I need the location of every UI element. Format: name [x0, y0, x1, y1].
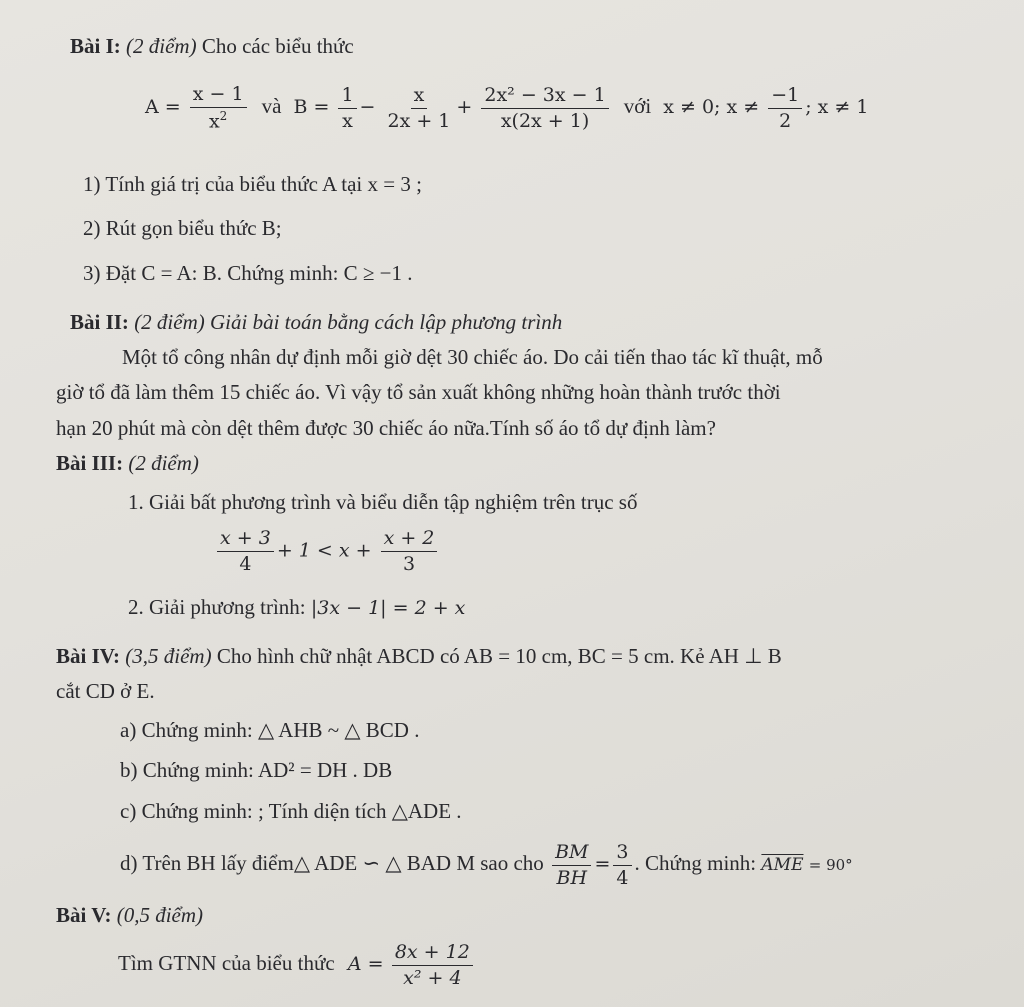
bai3-label: Bài III: — [56, 451, 124, 475]
fraction-cond — [768, 85, 802, 132]
bai5-points: (0,5 điểm) — [116, 903, 204, 927]
bai2-paragraph-line2: giờ tổ đã làm thêm 15 chiếc áo. Vì vậy tổ sản xuất không những hoàn thành trước thời — [56, 380, 781, 404]
bai5-text: Tìm GTNN của biểu thức — [118, 951, 335, 976]
bai3-inequality — [214, 528, 440, 575]
bai4-d-post: . Chứng minh: — [634, 851, 757, 876]
formula-plus: + — [456, 96, 473, 119]
fraction-a-den — [206, 108, 230, 132]
fraction-b2-den: 2x + 1 — [387, 109, 451, 132]
bai1-formula — [145, 84, 868, 132]
bai1-intro: Cho các biểu thức — [201, 34, 354, 58]
bai2-heading — [70, 310, 562, 335]
fraction-b3-num: 2x² − 3x − 1 — [481, 85, 608, 109]
bai5-heading — [56, 903, 203, 928]
fraction-a — [190, 84, 247, 132]
bai4-d-angle-value: = 90° — [808, 856, 853, 875]
ineq-fraction2-den: 3 — [402, 552, 416, 575]
fraction-cond-den: 2 — [779, 109, 792, 132]
ineq-fraction1-den: 4 — [239, 552, 252, 575]
bai3-q1: 1. Giải bất phương trình và biểu diễn tập nghiệm trên trục số — [128, 490, 638, 514]
bai4-d-pre: d) Trên BH lấy điểm△ ADE ∽ △ BAD M sao cho — [120, 851, 544, 876]
formula-a-lhs: A = — [145, 96, 181, 119]
bai1-q2: 2) Rút gọn biểu thức B; — [83, 216, 282, 240]
bai4-d-fraction2 — [613, 842, 631, 889]
fraction-a-den-exp: 2 — [219, 108, 228, 123]
fraction-cond-num: −1 — [768, 85, 802, 109]
bai4-b: b) Chứng minh: AD² = DH . DB — [120, 758, 393, 782]
bai1-heading — [70, 34, 354, 59]
bai4-d-fraction1 — [552, 842, 591, 889]
formula-and: và — [261, 94, 282, 119]
fraction-b1 — [338, 85, 356, 132]
fraction-a-den-base: x — [208, 110, 220, 133]
bai4-a: a) Chứng minh: △ AHB ~ △ BCD . — [120, 718, 420, 742]
fraction-b1-den: x — [342, 109, 353, 132]
formula-with: với — [623, 94, 652, 119]
bai4-d-frac1-den: BH — [556, 866, 588, 889]
bai4-d-angle: $\overline{AME}$ — [761, 855, 804, 876]
formula-cond2: ; x ≠ 1 — [805, 96, 869, 119]
bai3-q2 — [128, 595, 465, 620]
bai3-q2-equation: |3x − 1| = 2 + x — [310, 597, 466, 619]
bai5-fraction — [392, 942, 473, 989]
fraction-b3-den: x(2x + 1) — [500, 109, 590, 132]
fraction-b1-num: 1 — [338, 85, 356, 109]
ineq-fraction2 — [381, 528, 438, 575]
bai4-label: Bài IV: — [56, 644, 120, 668]
bai1-q1: 1) Tính giá trị của biểu thức A tại x = 3 ; — [83, 172, 422, 196]
ineq-middle: + 1 < x + — [276, 539, 372, 562]
bai4-d-frac2-den: 4 — [616, 866, 629, 889]
fraction-a-num: x − 1 — [190, 84, 247, 108]
formula-minus: − — [359, 96, 376, 119]
fraction-b2-num: x — [411, 85, 428, 109]
bai5-label: Bài V: — [56, 903, 112, 927]
bai4-d-frac2-num: 3 — [613, 842, 631, 866]
bai4-intro: Cho hình chữ nhật ABCD có AB = 10 cm, BC = 5 cm. Kẻ AH ⊥ B — [216, 644, 782, 668]
bai2-paragraph-line3: hạn 20 phút mà còn dệt thêm được 30 chiếc áo nữa.Tính số áo tổ dự định làm? — [56, 416, 716, 440]
bai1-points: (2 điểm) — [126, 34, 197, 58]
ineq-fraction1 — [217, 528, 274, 575]
bai1-label: Bài I: — [70, 34, 121, 58]
bai5-lhs: A = — [347, 953, 384, 976]
bai4-heading — [56, 644, 782, 669]
ineq-fraction2-num: x + 2 — [381, 528, 438, 552]
bai3-q2-label: 2. Giải phương trình: — [128, 595, 306, 619]
bai4-d — [120, 842, 853, 889]
bai4-points: (3,5 điểm) — [125, 644, 212, 668]
bai4-d-frac1-num: BM — [552, 842, 591, 866]
bai4-d-equals: = — [594, 853, 611, 876]
formula-b-lhs: B = — [293, 96, 330, 119]
ineq-fraction1-num: x + 3 — [217, 528, 274, 552]
bai2-paragraph-line1: Một tổ công nhân dự định mỗi giờ dệt 30 chiếc áo. Do cải tiến thao tác kĩ thuật, mỗ — [122, 345, 823, 369]
bai1-q3: 3) Đặt C = A: B. Chứng minh: C ≥ −1 . — [83, 261, 413, 285]
bai5-fraction-num: 8x + 12 — [392, 942, 473, 966]
bai4-c: c) Chứng minh: ; Tính diện tích △ADE . — [120, 799, 462, 823]
formula-cond1: x ≠ 0; x ≠ — [663, 96, 760, 119]
fraction-b2 — [385, 85, 454, 132]
bai4-line2: cắt CD ở E. — [56, 679, 155, 703]
bai5-question — [118, 942, 476, 989]
bai5-fraction-den: x² + 4 — [403, 966, 462, 989]
bai3-heading — [56, 451, 199, 476]
fraction-b3 — [481, 85, 608, 132]
bai2-points: (2 điểm) Giải bài toán bằng cách lập phương trình — [134, 310, 563, 334]
bai2-label: Bài II: — [70, 310, 129, 334]
bai3-points: (2 điểm) — [128, 451, 199, 475]
